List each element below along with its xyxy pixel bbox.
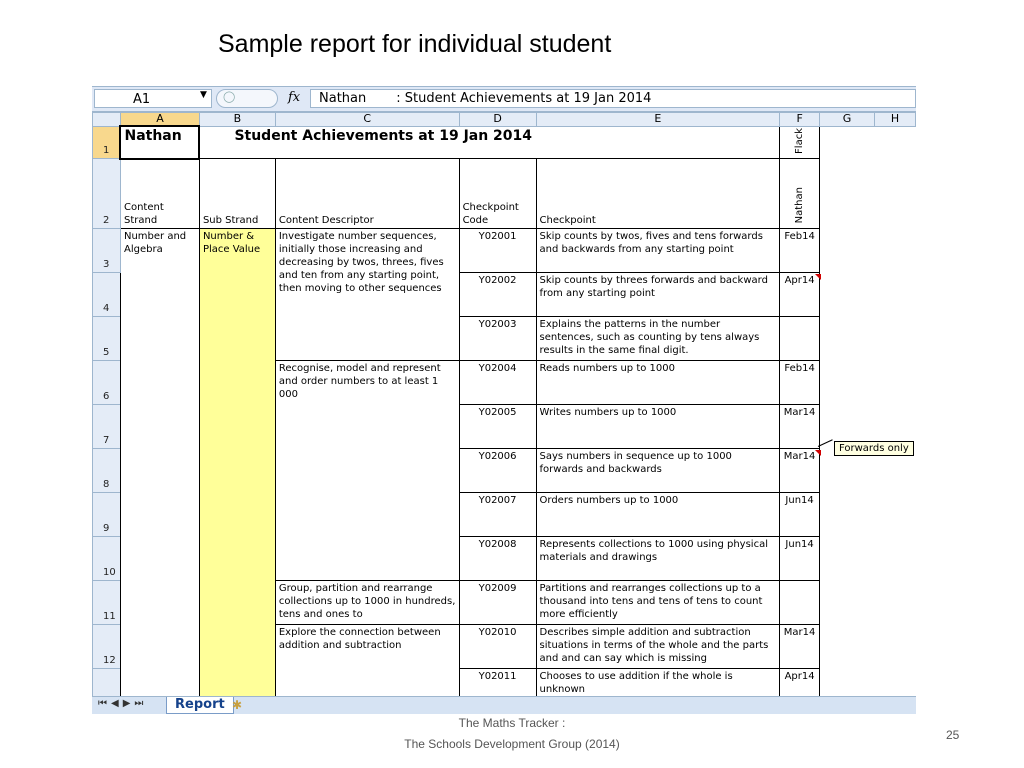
cell[interactable] xyxy=(874,537,915,581)
sheet-tab-report[interactable]: Report xyxy=(166,697,234,714)
table-row xyxy=(93,126,916,159)
cell[interactable] xyxy=(820,229,875,273)
comment-indicator-icon[interactable] xyxy=(815,274,821,280)
code-cell[interactable]: Y02002 xyxy=(459,273,536,317)
code-cell[interactable]: Y02007 xyxy=(459,493,536,537)
row-header[interactable]: 12 xyxy=(93,625,121,669)
checkpoint-cell[interactable]: Skip counts by twos, fives and tens forwards and backwards from any starting point xyxy=(536,229,780,273)
code-cell[interactable]: Y02005 xyxy=(459,405,536,449)
cell[interactable] xyxy=(820,126,875,159)
descriptor-cell[interactable]: Group, partition and rearrange collections up to 1000 in hundreds, tens and ones to xyxy=(275,581,459,625)
code-cell[interactable]: Y02008 xyxy=(459,537,536,581)
sheet-navigation-arrows-icon[interactable]: ⏮◀▶⏭ xyxy=(98,698,148,709)
slide-title: Sample report for individual student xyxy=(218,30,612,58)
cell[interactable] xyxy=(820,361,875,405)
checkpoint-cell[interactable]: Explains the patterns in the number sentences, such as counting by tens always results in the same final digit. xyxy=(536,317,780,361)
row-header[interactable]: 9 xyxy=(93,493,121,537)
formula-bar xyxy=(92,86,916,112)
header-student: Nathan xyxy=(794,187,806,224)
cell-comment[interactable]: Forwards only xyxy=(834,441,914,456)
checkpoint-cell[interactable]: Chooses to use addition if the whole is unknown xyxy=(536,669,780,699)
descriptor-cell[interactable]: Investigate number sequences, initially those increasing and decreasing by twos, threes, fives and ten from any starting point, then moving to other sequences xyxy=(275,229,459,361)
column-header-row xyxy=(93,113,916,127)
cell[interactable] xyxy=(874,361,915,405)
table-row xyxy=(93,159,916,229)
column-header-e[interactable]: E xyxy=(536,113,780,127)
checkpoint-cell[interactable]: Describes simple addition and subtraction situations in terms of the whole and the parts and and can say which is missing xyxy=(536,625,780,669)
formula-prefix: Nathan xyxy=(319,91,367,106)
formula-input[interactable] xyxy=(310,89,916,108)
row-header[interactable]: 10 xyxy=(93,537,121,581)
cell-a1[interactable]: Nathan xyxy=(120,126,199,159)
cell[interactable] xyxy=(820,273,875,317)
cell[interactable] xyxy=(820,625,875,669)
checkpoint-cell[interactable]: Partitions and rearranges collections up to a thousand into tens and tens of tens to count more efficiently xyxy=(536,581,780,625)
cell[interactable] xyxy=(874,317,915,361)
cell[interactable] xyxy=(874,581,915,625)
descriptor-cell[interactable]: Explore the connection between addition and subtraction xyxy=(275,625,459,699)
row-header[interactable] xyxy=(93,669,121,699)
row-header[interactable]: 5 xyxy=(93,317,121,361)
sub-strand-cell[interactable]: Number & Place Value xyxy=(199,229,275,699)
insert-function-icon[interactable]: fx xyxy=(288,90,301,105)
code-cell[interactable]: Y02003 xyxy=(459,317,536,361)
spreadsheet-grid xyxy=(92,112,916,699)
row-header[interactable]: 1 xyxy=(93,126,121,159)
table-row xyxy=(93,229,916,273)
cell[interactable] xyxy=(874,273,915,317)
code-cell[interactable]: Y02006 xyxy=(459,449,536,493)
cell[interactable] xyxy=(820,581,875,625)
date-cell[interactable]: Jun14 xyxy=(780,537,820,581)
date-cell[interactable]: Jun14 xyxy=(780,493,820,537)
column-header-d[interactable]: D xyxy=(459,113,536,127)
date-cell[interactable]: Apr14 xyxy=(780,273,820,317)
row-header[interactable]: 7 xyxy=(93,405,121,449)
column-header-f[interactable]: F xyxy=(780,113,820,127)
flag-header: Flack xyxy=(794,127,806,154)
header-student-cell[interactable] xyxy=(780,159,820,229)
column-header-a[interactable]: A xyxy=(120,113,199,127)
comment-indicator-icon[interactable] xyxy=(815,450,821,456)
date-cell[interactable]: Mar14 xyxy=(780,449,820,493)
row-header[interactable]: 8 xyxy=(93,449,121,493)
row-header[interactable]: 4 xyxy=(93,273,121,317)
insert-sheet-icon[interactable]: ✱ xyxy=(232,698,243,712)
header-sub-strand[interactable]: Sub Strand xyxy=(199,159,275,229)
cell[interactable] xyxy=(874,126,915,159)
date-cell[interactable] xyxy=(780,581,820,625)
name-box-dropdown-icon[interactable]: ▼ xyxy=(200,90,207,100)
cell[interactable] xyxy=(874,229,915,273)
footer-line-1: The Maths Tracker : xyxy=(458,716,566,730)
code-cell[interactable]: Y02011 xyxy=(459,669,536,699)
header-content-descriptor[interactable]: Content Descriptor xyxy=(275,159,459,229)
circle-icon: ◯ xyxy=(223,90,236,103)
date-cell[interactable]: Apr14 xyxy=(780,669,820,699)
date-cell[interactable]: Feb14 xyxy=(780,361,820,405)
checkpoint-cell[interactable]: Orders numbers up to 1000 xyxy=(536,493,780,537)
date-cell[interactable] xyxy=(780,317,820,361)
checkpoint-cell[interactable]: Represents collections to 1000 using physical materials and drawings xyxy=(536,537,780,581)
row-header[interactable]: 3 xyxy=(93,229,121,273)
cell[interactable] xyxy=(820,493,875,537)
footer-line-2: The Schools Development Group (2014) xyxy=(404,737,620,751)
cell[interactable] xyxy=(820,669,875,699)
checkpoint-cell[interactable]: Says numbers in sequence up to 1000 forwards and backwards xyxy=(536,449,780,493)
cell[interactable] xyxy=(820,317,875,361)
column-header-h[interactable]: H xyxy=(874,113,915,127)
code-cell[interactable]: Y02009 xyxy=(459,581,536,625)
select-all-corner[interactable] xyxy=(93,113,121,127)
excel-window xyxy=(92,86,916,714)
page-number: 25 xyxy=(946,728,960,742)
column-header-b[interactable]: B xyxy=(199,113,275,127)
cell[interactable] xyxy=(874,493,915,537)
cell[interactable] xyxy=(874,625,915,669)
header-content-strand[interactable]: Content Strand xyxy=(120,159,199,229)
checkpoint-cell[interactable]: Writes numbers up to 1000 xyxy=(536,405,780,449)
flag-header-cell[interactable] xyxy=(780,126,820,159)
strand-cell[interactable]: Number and Algebra xyxy=(120,229,199,699)
date-cell[interactable]: Feb14 xyxy=(780,229,820,273)
name-box[interactable]: A1 xyxy=(94,89,212,108)
column-header-g[interactable]: G xyxy=(820,113,875,127)
formula-tools[interactable] xyxy=(216,89,278,108)
code-cell[interactable]: Y02010 xyxy=(459,625,536,669)
cell[interactable] xyxy=(820,159,875,229)
column-header-c[interactable]: C xyxy=(275,113,459,127)
cell[interactable] xyxy=(874,159,915,229)
date-cell[interactable]: Mar14 xyxy=(780,405,820,449)
report-title-cell[interactable]: Student Achievements at 19 Jan 2014 xyxy=(199,126,779,159)
code-cell[interactable]: Y02004 xyxy=(459,361,536,405)
cell[interactable] xyxy=(820,537,875,581)
formula-suffix: : Student Achievements at 19 Jan 2014 xyxy=(396,91,652,106)
date-cell[interactable]: Mar14 xyxy=(780,625,820,669)
checkpoint-cell[interactable]: Reads numbers up to 1000 xyxy=(536,361,780,405)
descriptor-cell[interactable]: Recognise, model and represent and order numbers to at least 1 000 xyxy=(275,361,459,581)
code-cell[interactable]: Y02001 xyxy=(459,229,536,273)
cell[interactable] xyxy=(874,669,915,699)
row-header[interactable]: 6 xyxy=(93,361,121,405)
checkpoint-cell[interactable]: Skip counts by threes forwards and backward from any starting point xyxy=(536,273,780,317)
header-checkpoint-code[interactable]: Checkpoint Code xyxy=(459,159,536,229)
row-header[interactable]: 2 xyxy=(93,159,121,229)
sheet-tab-bar xyxy=(92,696,916,714)
row-header[interactable]: 11 xyxy=(93,581,121,625)
header-checkpoint[interactable]: Checkpoint xyxy=(536,159,780,229)
